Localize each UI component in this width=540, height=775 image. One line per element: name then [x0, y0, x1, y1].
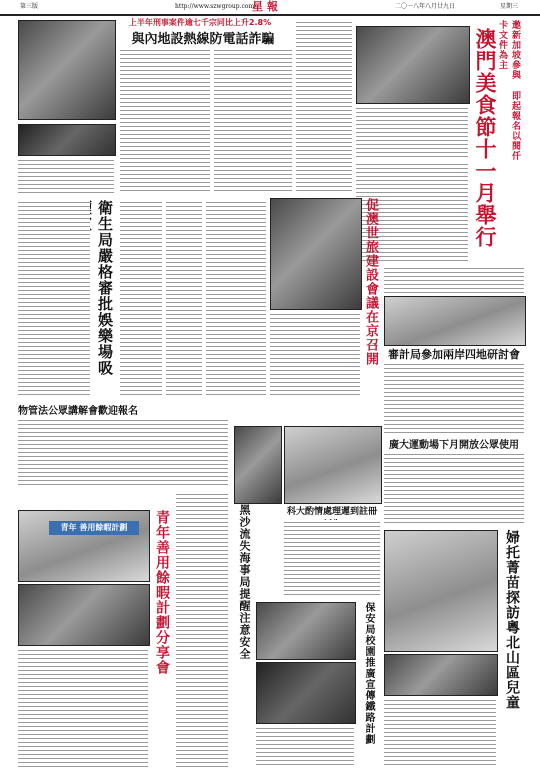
- youth-stage-banner: 青年 善用餘暇計劃: [49, 521, 139, 535]
- health-body-col3: [166, 200, 202, 398]
- health-body-col1: [18, 200, 90, 398]
- audit-headline: 審計局參加兩岸四地研討會: [388, 348, 520, 361]
- fraud-photo-caption-text: [18, 158, 114, 194]
- youth-body: [18, 648, 148, 768]
- masthead: [0, 0, 540, 16]
- food-headline: 澳門美食節十一月舉行: [473, 28, 497, 248]
- masthead-url[interactable]: http://www.szwgroup.com: [175, 3, 255, 10]
- youth-headline: 青年善用餘暇計劃分享會: [154, 510, 170, 675]
- fraud-kicker: 上半年刑事案件逾七千宗同比上升2.8%: [128, 18, 272, 27]
- women-body: [384, 698, 496, 768]
- issue-date: 二〇一八年八月廿九日: [395, 3, 456, 10]
- secondary-headline: 保安局校園推廣宣傳鐵路計劃: [363, 602, 374, 745]
- science-headline: 科大酌情處理遲到註冊: [286, 507, 377, 517]
- youth-audience-photo: [18, 584, 150, 646]
- stadium-headline: 廣大運動場下月開放公眾使用: [389, 440, 519, 451]
- tourism-body-col1: [206, 200, 266, 398]
- women-group-photo: [384, 654, 498, 696]
- audit-lead-text: [384, 266, 524, 294]
- health-headline: 衛生局嚴格審批娛樂場吸: [96, 200, 114, 376]
- page-number: 第三版: [20, 3, 39, 10]
- stadium-body: [384, 452, 524, 524]
- fraud-main-photo: [18, 20, 116, 120]
- food-photo-caption: [356, 106, 468, 158]
- women-headline: 婦托菁苗探訪粵北山區兒童: [504, 530, 520, 710]
- food-kicker: 邀新加坡參與 即起報名以閱仟卡文件為主: [497, 20, 520, 161]
- audit-body: [384, 362, 524, 434]
- harbour-photo: [234, 426, 282, 504]
- secondary-photo-1: [256, 602, 356, 660]
- fraud-body-col3: [296, 20, 352, 194]
- youth-side-text: [176, 492, 228, 768]
- women-outdoor-photo: [384, 530, 498, 652]
- fraud-headline: 與內地設熱線防電話詐騙: [131, 32, 275, 47]
- fraud-body-col2: [214, 48, 292, 194]
- harbour-headline: 黑沙流失海事局提醒注意安全: [238, 504, 251, 660]
- science-campus-photo: [284, 426, 382, 504]
- paper-name: 星 報: [252, 0, 278, 13]
- food-press-photo: [356, 26, 470, 104]
- science-body: [284, 520, 380, 598]
- issue-weekday: 星期三: [500, 3, 519, 10]
- audit-group-photo: [384, 296, 526, 346]
- youth-stage-photo: [18, 510, 150, 582]
- tourism-speaker-photo: [270, 198, 362, 310]
- property-headline: 物管法公眾講解會歡迎報名: [18, 406, 138, 417]
- tourism-headline: 促澳世旅建設會議在京召開: [363, 198, 378, 366]
- property-body: [18, 418, 228, 488]
- fraud-body-col1: [120, 48, 210, 194]
- fraud-secondary-photo: [18, 124, 116, 156]
- health-body-col2: [120, 200, 162, 398]
- tourism-body-col2: [270, 312, 360, 398]
- secondary-photo-2: [256, 662, 356, 724]
- secondary-body: [256, 726, 354, 768]
